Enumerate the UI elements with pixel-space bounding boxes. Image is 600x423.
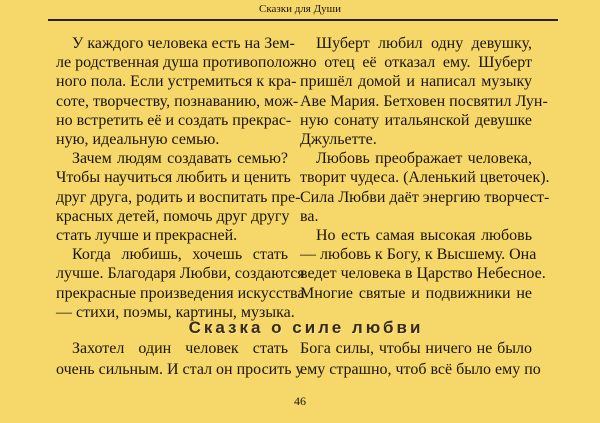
- text-line: Любовь преображает человека,: [316, 150, 532, 168]
- text-line: Чтобы научиться любить и ценить: [56, 169, 291, 187]
- text-line: Шуберт любил одну девушку,: [316, 35, 532, 52]
- text-line: Зачем людям создавать семью?: [72, 150, 288, 168]
- text-line: ную, идеальную семью.: [56, 131, 220, 148]
- text-line: но отец её отказал ему. Шуберт: [300, 54, 532, 72]
- text-line: стать лучше и прекрасней.: [56, 227, 238, 244]
- text-line: Многие святые и подвижники не: [300, 284, 532, 302]
- text-line: — стихи, поэмы, картины, музыка.: [56, 303, 295, 321]
- text-line: пришёл домой и написал музыку: [300, 73, 532, 91]
- text-line: Но есть самая высокая любовь: [316, 227, 532, 244]
- text-line: Бога силы, чтобы ничего не было: [300, 340, 532, 357]
- text-line: соте, творчеству, познаванию, мож-: [56, 92, 299, 110]
- text-line: Джульетте.: [300, 131, 377, 148]
- text-line: но встретить её и создать прекрас-: [56, 111, 292, 129]
- text-line: — любовь к Богу, к Высшему. Она: [300, 246, 537, 264]
- text-line: ного пола. Если устремиться к кра-: [56, 73, 297, 91]
- text-line: Сила Любви даёт энергию творчест-: [300, 188, 550, 206]
- text-line: ле родственная душа противополож-: [56, 54, 307, 72]
- text-line: Захотел один человек стать: [72, 340, 288, 357]
- page-header: [0, 0, 600, 20]
- text-line: ему страшно, чтоб всё было ему по: [300, 361, 541, 378]
- text-line: друг друга, родить и воспитать пре-: [56, 188, 301, 206]
- text-line: У каждого человека есть на Зем-: [72, 35, 295, 52]
- text-line: Аве Мария. Бетховен посвятил Лун-: [300, 92, 548, 110]
- section-title: Сказка о силе любви: [188, 318, 424, 337]
- page-number: 46: [294, 394, 306, 408]
- text-line: красных детей, помочь друг другу: [56, 207, 290, 225]
- text-line: творит чудеса. (Аленький цветочек).: [300, 169, 550, 187]
- text-line: ную сонату итальянской девушке: [300, 111, 532, 129]
- text-line: ведет человека в Царство Небесное.: [300, 265, 546, 283]
- text-line: Когда любишь, хочешь стать: [72, 246, 288, 264]
- text-line: очень сильным. И стал он просить у: [56, 361, 304, 378]
- text-line: лучше. Благодаря Любви, создаются: [56, 265, 305, 283]
- running-header-title: Сказки для Души: [259, 3, 341, 15]
- text-line: прекрасные произведения искусства: [56, 284, 305, 302]
- header-rule: [48, 19, 558, 21]
- text-line: ва.: [300, 207, 319, 225]
